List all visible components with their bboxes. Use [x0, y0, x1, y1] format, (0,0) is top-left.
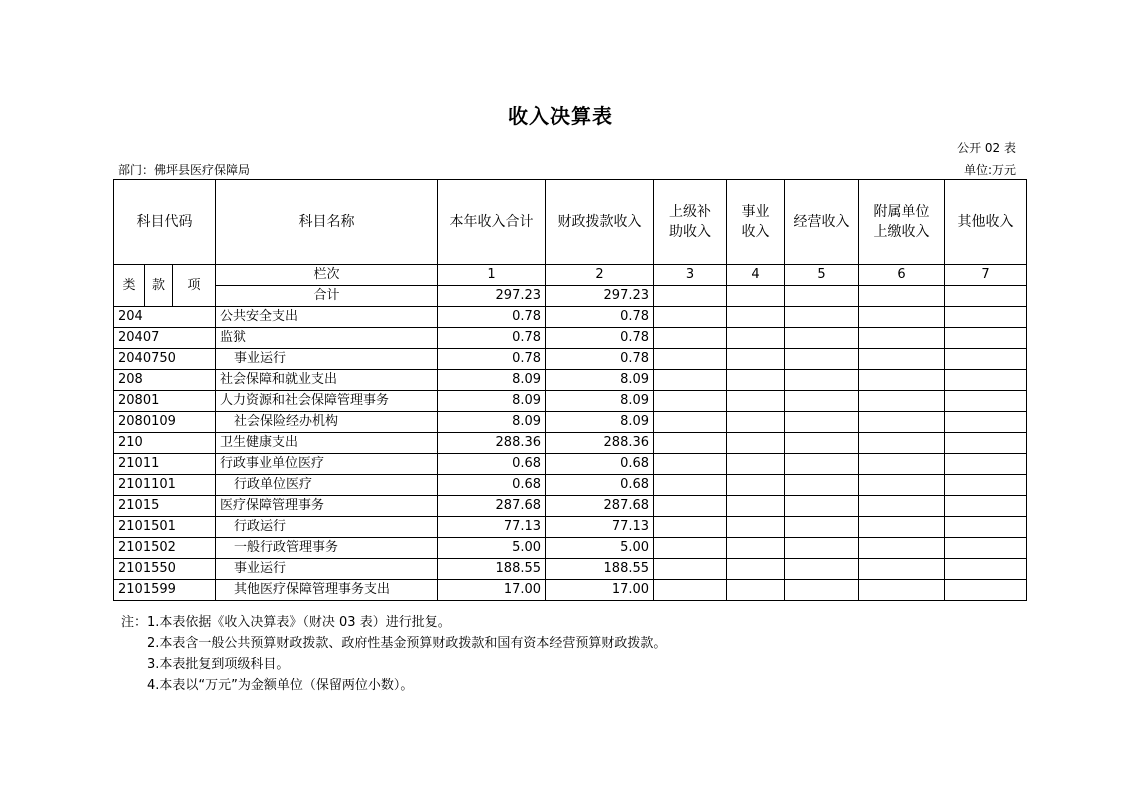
row-empty-cell: [654, 370, 727, 391]
row-empty-cell: [945, 328, 1027, 349]
header-lei: 类: [114, 265, 145, 307]
row-total: 8.09: [438, 370, 546, 391]
row-empty-cell: [654, 538, 727, 559]
row-fiscal: 8.09: [546, 370, 654, 391]
row-empty-cell: [785, 328, 859, 349]
row-empty-cell: [859, 412, 945, 433]
row-name: 社会保险经办机构: [216, 412, 438, 433]
row-code: 21015: [114, 496, 216, 517]
table-row: [114, 349, 1027, 370]
row-code: 204: [114, 307, 216, 328]
unit-label: 单位:万元: [963, 163, 1016, 177]
notes: [121, 612, 666, 696]
row-empty-cell: [727, 412, 785, 433]
row-code: 20407: [114, 328, 216, 349]
row-fiscal: 288.36: [546, 433, 654, 454]
row-name: 事业运行: [216, 559, 438, 580]
row-empty-cell: [859, 433, 945, 454]
header-code: 科目代码: [114, 180, 216, 265]
row-empty-cell: [859, 475, 945, 496]
note-line: 3.本表批复到项级科目。: [147, 657, 290, 672]
table-row: [114, 538, 1027, 559]
note-line: 2.本表含一般公共预算财政拨款、政府性基金预算财政拨款和国有资本经营预算财政拨款。: [147, 636, 667, 651]
row-empty-cell: [785, 496, 859, 517]
row-empty-cell: [859, 517, 945, 538]
table-row: [114, 559, 1027, 580]
table-row: [114, 307, 1027, 328]
row-empty-cell: [727, 580, 785, 601]
row-code: 2101501: [114, 517, 216, 538]
row-fiscal: 188.55: [546, 559, 654, 580]
row-empty-cell: [785, 391, 859, 412]
col-num: 1: [438, 265, 546, 286]
table-row: [114, 391, 1027, 412]
row-empty-cell: [727, 496, 785, 517]
row-name: 医疗保障管理事务: [216, 496, 438, 517]
row-empty-cell: [654, 349, 727, 370]
row-empty-cell: [727, 454, 785, 475]
row-name: 公共安全支出: [216, 307, 438, 328]
column-row-label: 栏次: [216, 265, 438, 286]
row-empty-cell: [859, 538, 945, 559]
row-total: 0.68: [438, 475, 546, 496]
row-empty-cell: [859, 496, 945, 517]
row-name: 行政事业单位医疗: [216, 454, 438, 475]
sum-label: 合计: [216, 286, 438, 307]
row-empty-cell: [727, 349, 785, 370]
row-empty-cell: [945, 349, 1027, 370]
header-other: 其他收入: [945, 180, 1027, 265]
row-total: 8.09: [438, 412, 546, 433]
row-name: 其他医疗保障管理事务支出: [216, 580, 438, 601]
row-fiscal: 287.68: [546, 496, 654, 517]
row-empty-cell: [859, 559, 945, 580]
row-empty-cell: [785, 433, 859, 454]
row-empty-cell: [727, 433, 785, 454]
table-row: [114, 517, 1027, 538]
row-code: 20801: [114, 391, 216, 412]
row-empty-cell: [654, 580, 727, 601]
row-name: 人力资源和社会保障管理事务: [216, 391, 438, 412]
row-total: 0.78: [438, 328, 546, 349]
row-total: 287.68: [438, 496, 546, 517]
column-number-row: [114, 265, 1027, 286]
row-total: 17.00: [438, 580, 546, 601]
row-total: 188.55: [438, 559, 546, 580]
table-row: [114, 433, 1027, 454]
income-table: [113, 179, 1027, 601]
form-number: 公开 02 表: [957, 141, 1016, 155]
row-empty-cell: [785, 349, 859, 370]
sum-row: [114, 286, 1027, 307]
row-fiscal: 17.00: [546, 580, 654, 601]
row-empty-cell: [727, 517, 785, 538]
row-total: 0.78: [438, 307, 546, 328]
sum-total: 297.23: [438, 286, 546, 307]
row-total: 8.09: [438, 391, 546, 412]
row-empty-cell: [945, 580, 1027, 601]
row-empty-cell: [859, 391, 945, 412]
header-row: [114, 180, 1027, 265]
row-empty-cell: [945, 412, 1027, 433]
row-name: 行政运行: [216, 517, 438, 538]
table-row: [114, 475, 1027, 496]
row-total: 5.00: [438, 538, 546, 559]
row-name: 一般行政管理事务: [216, 538, 438, 559]
table-row: [114, 412, 1027, 433]
row-name: 监狱: [216, 328, 438, 349]
col-num: 7: [945, 265, 1027, 286]
col-num: 4: [727, 265, 785, 286]
row-code: 2040750: [114, 349, 216, 370]
table-row: [114, 370, 1027, 391]
row-empty-cell: [727, 559, 785, 580]
row-code: 2101550: [114, 559, 216, 580]
col-num: 3: [654, 265, 727, 286]
row-code: 210: [114, 433, 216, 454]
row-fiscal: 0.78: [546, 307, 654, 328]
row-total: 77.13: [438, 517, 546, 538]
row-empty-cell: [785, 412, 859, 433]
row-empty-cell: [945, 475, 1027, 496]
row-name: 事业运行: [216, 349, 438, 370]
row-empty-cell: [785, 475, 859, 496]
row-empty-cell: [785, 307, 859, 328]
row-empty-cell: [654, 391, 727, 412]
table-row: [114, 580, 1027, 601]
row-empty-cell: [945, 538, 1027, 559]
row-name: 行政单位医疗: [216, 475, 438, 496]
col-num: 2: [546, 265, 654, 286]
row-empty-cell: [859, 370, 945, 391]
header-superior-subsidy: 上级补助收入: [654, 180, 727, 265]
row-fiscal: 0.78: [546, 328, 654, 349]
row-empty-cell: [945, 307, 1027, 328]
table-row: [114, 328, 1027, 349]
row-total: 288.36: [438, 433, 546, 454]
row-empty-cell: [859, 454, 945, 475]
row-empty-cell: [859, 307, 945, 328]
row-empty-cell: [945, 517, 1027, 538]
row-fiscal: 0.68: [546, 475, 654, 496]
row-fiscal: 8.09: [546, 391, 654, 412]
col-num: 6: [859, 265, 945, 286]
row-empty-cell: [945, 391, 1027, 412]
row-empty-cell: [727, 475, 785, 496]
row-empty-cell: [727, 307, 785, 328]
row-empty-cell: [654, 307, 727, 328]
note-line: 注：1.本表依据《收入决算表》（财决 03 表）进行批复。: [121, 615, 451, 630]
page-title: 收入决算表: [508, 104, 613, 128]
row-code: 2080109: [114, 412, 216, 433]
row-empty-cell: [654, 328, 727, 349]
row-empty-cell: [859, 580, 945, 601]
row-empty-cell: [727, 538, 785, 559]
row-empty-cell: [785, 538, 859, 559]
header-affiliated: 附属单位上缴收入: [859, 180, 945, 265]
row-code: 2101101: [114, 475, 216, 496]
row-name: 卫生健康支出: [216, 433, 438, 454]
row-empty-cell: [654, 559, 727, 580]
row-code: 2101502: [114, 538, 216, 559]
row-total: 0.68: [438, 454, 546, 475]
header-fiscal: 财政拨款收入: [546, 180, 654, 265]
row-fiscal: 0.68: [546, 454, 654, 475]
note-line: 4.本表以“万元”为金额单位（保留两位小数）。: [147, 678, 414, 693]
row-empty-cell: [654, 475, 727, 496]
row-empty-cell: [859, 328, 945, 349]
row-empty-cell: [654, 454, 727, 475]
row-empty-cell: [945, 370, 1027, 391]
row-empty-cell: [785, 580, 859, 601]
col-num: 5: [785, 265, 859, 286]
row-code: 21011: [114, 454, 216, 475]
row-empty-cell: [654, 412, 727, 433]
row-empty-cell: [654, 517, 727, 538]
row-fiscal: 77.13: [546, 517, 654, 538]
row-empty-cell: [785, 370, 859, 391]
row-fiscal: 5.00: [546, 538, 654, 559]
row-empty-cell: [945, 433, 1027, 454]
header-kuan: 款: [145, 265, 173, 307]
row-code: 208: [114, 370, 216, 391]
row-empty-cell: [727, 370, 785, 391]
row-empty-cell: [785, 559, 859, 580]
row-empty-cell: [785, 454, 859, 475]
row-name: 社会保障和就业支出: [216, 370, 438, 391]
table-row: [114, 454, 1027, 475]
header-operating: 经营收入: [785, 180, 859, 265]
row-empty-cell: [654, 433, 727, 454]
table-row: [114, 496, 1027, 517]
row-empty-cell: [727, 391, 785, 412]
row-fiscal: 8.09: [546, 412, 654, 433]
row-empty-cell: [785, 517, 859, 538]
row-empty-cell: [727, 328, 785, 349]
header-total: 本年收入合计: [438, 180, 546, 265]
row-fiscal: 0.78: [546, 349, 654, 370]
sum-fiscal: 297.23: [546, 286, 654, 307]
header-name: 科目名称: [216, 180, 438, 265]
row-empty-cell: [945, 496, 1027, 517]
department-label: 部门：佛坪县医疗保障局: [118, 163, 251, 177]
row-empty-cell: [654, 496, 727, 517]
row-empty-cell: [945, 454, 1027, 475]
row-code: 2101599: [114, 580, 216, 601]
header-business: 事业收入: [727, 180, 785, 265]
row-empty-cell: [945, 559, 1027, 580]
row-empty-cell: [859, 349, 945, 370]
header-xiang: 项: [173, 265, 216, 307]
row-total: 0.78: [438, 349, 546, 370]
